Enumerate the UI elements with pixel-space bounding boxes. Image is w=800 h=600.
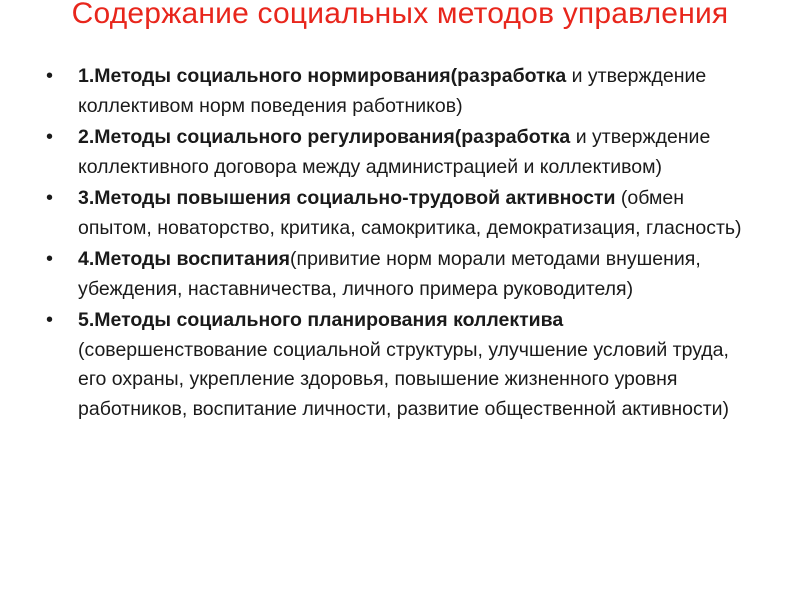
item-heading: Методы социального нормирования(разработка: [94, 65, 567, 87]
bullet-icon: •: [46, 126, 54, 148]
item-number: 2.: [78, 126, 95, 148]
bullet-icon: •: [46, 187, 54, 209]
slide-title: Содержание социальных методов управления: [71, 0, 729, 30]
item-description: (совершенствование социальной структуры, улучшение условий труда, его охраны, укрепление здоровья, повышение жизненного уровня работников, воспитание личности, развитие общественной активности): [78, 338, 730, 420]
bullet-icon: •: [46, 65, 54, 87]
item-number: 4.: [78, 248, 95, 270]
item-description: и утверждение коллективом норм поведения работников): [78, 65, 707, 117]
item-heading: Методы социального планирования коллектива: [94, 309, 564, 331]
list-item: [46, 306, 756, 424]
item-description: и утверждение коллективного договора между администрацией и коллективом): [78, 126, 711, 178]
item-description: (обмен опытом, новаторство, критика, самокритика, демократизация, гласность): [78, 187, 742, 239]
item-heading: Методы воспитания: [94, 248, 291, 270]
item-heading: Методы социального регулирования(разработка: [94, 126, 571, 148]
methods-list: [46, 62, 756, 426]
bullet-icon: •: [46, 248, 54, 270]
list-item: [46, 245, 756, 304]
bullet-icon: •: [46, 309, 54, 331]
list-item: [46, 62, 756, 121]
list-item: [46, 184, 756, 243]
item-number: 1.: [78, 65, 95, 87]
item-description: (привитие норм морали методами внушения, убеждения, наставничества, личного примера руководителя): [78, 248, 701, 300]
list-item: [46, 123, 756, 182]
item-heading: Методы повышения социально-трудовой активности: [94, 187, 616, 209]
item-number: 3.: [78, 187, 95, 209]
item-number: 5.: [78, 309, 95, 331]
